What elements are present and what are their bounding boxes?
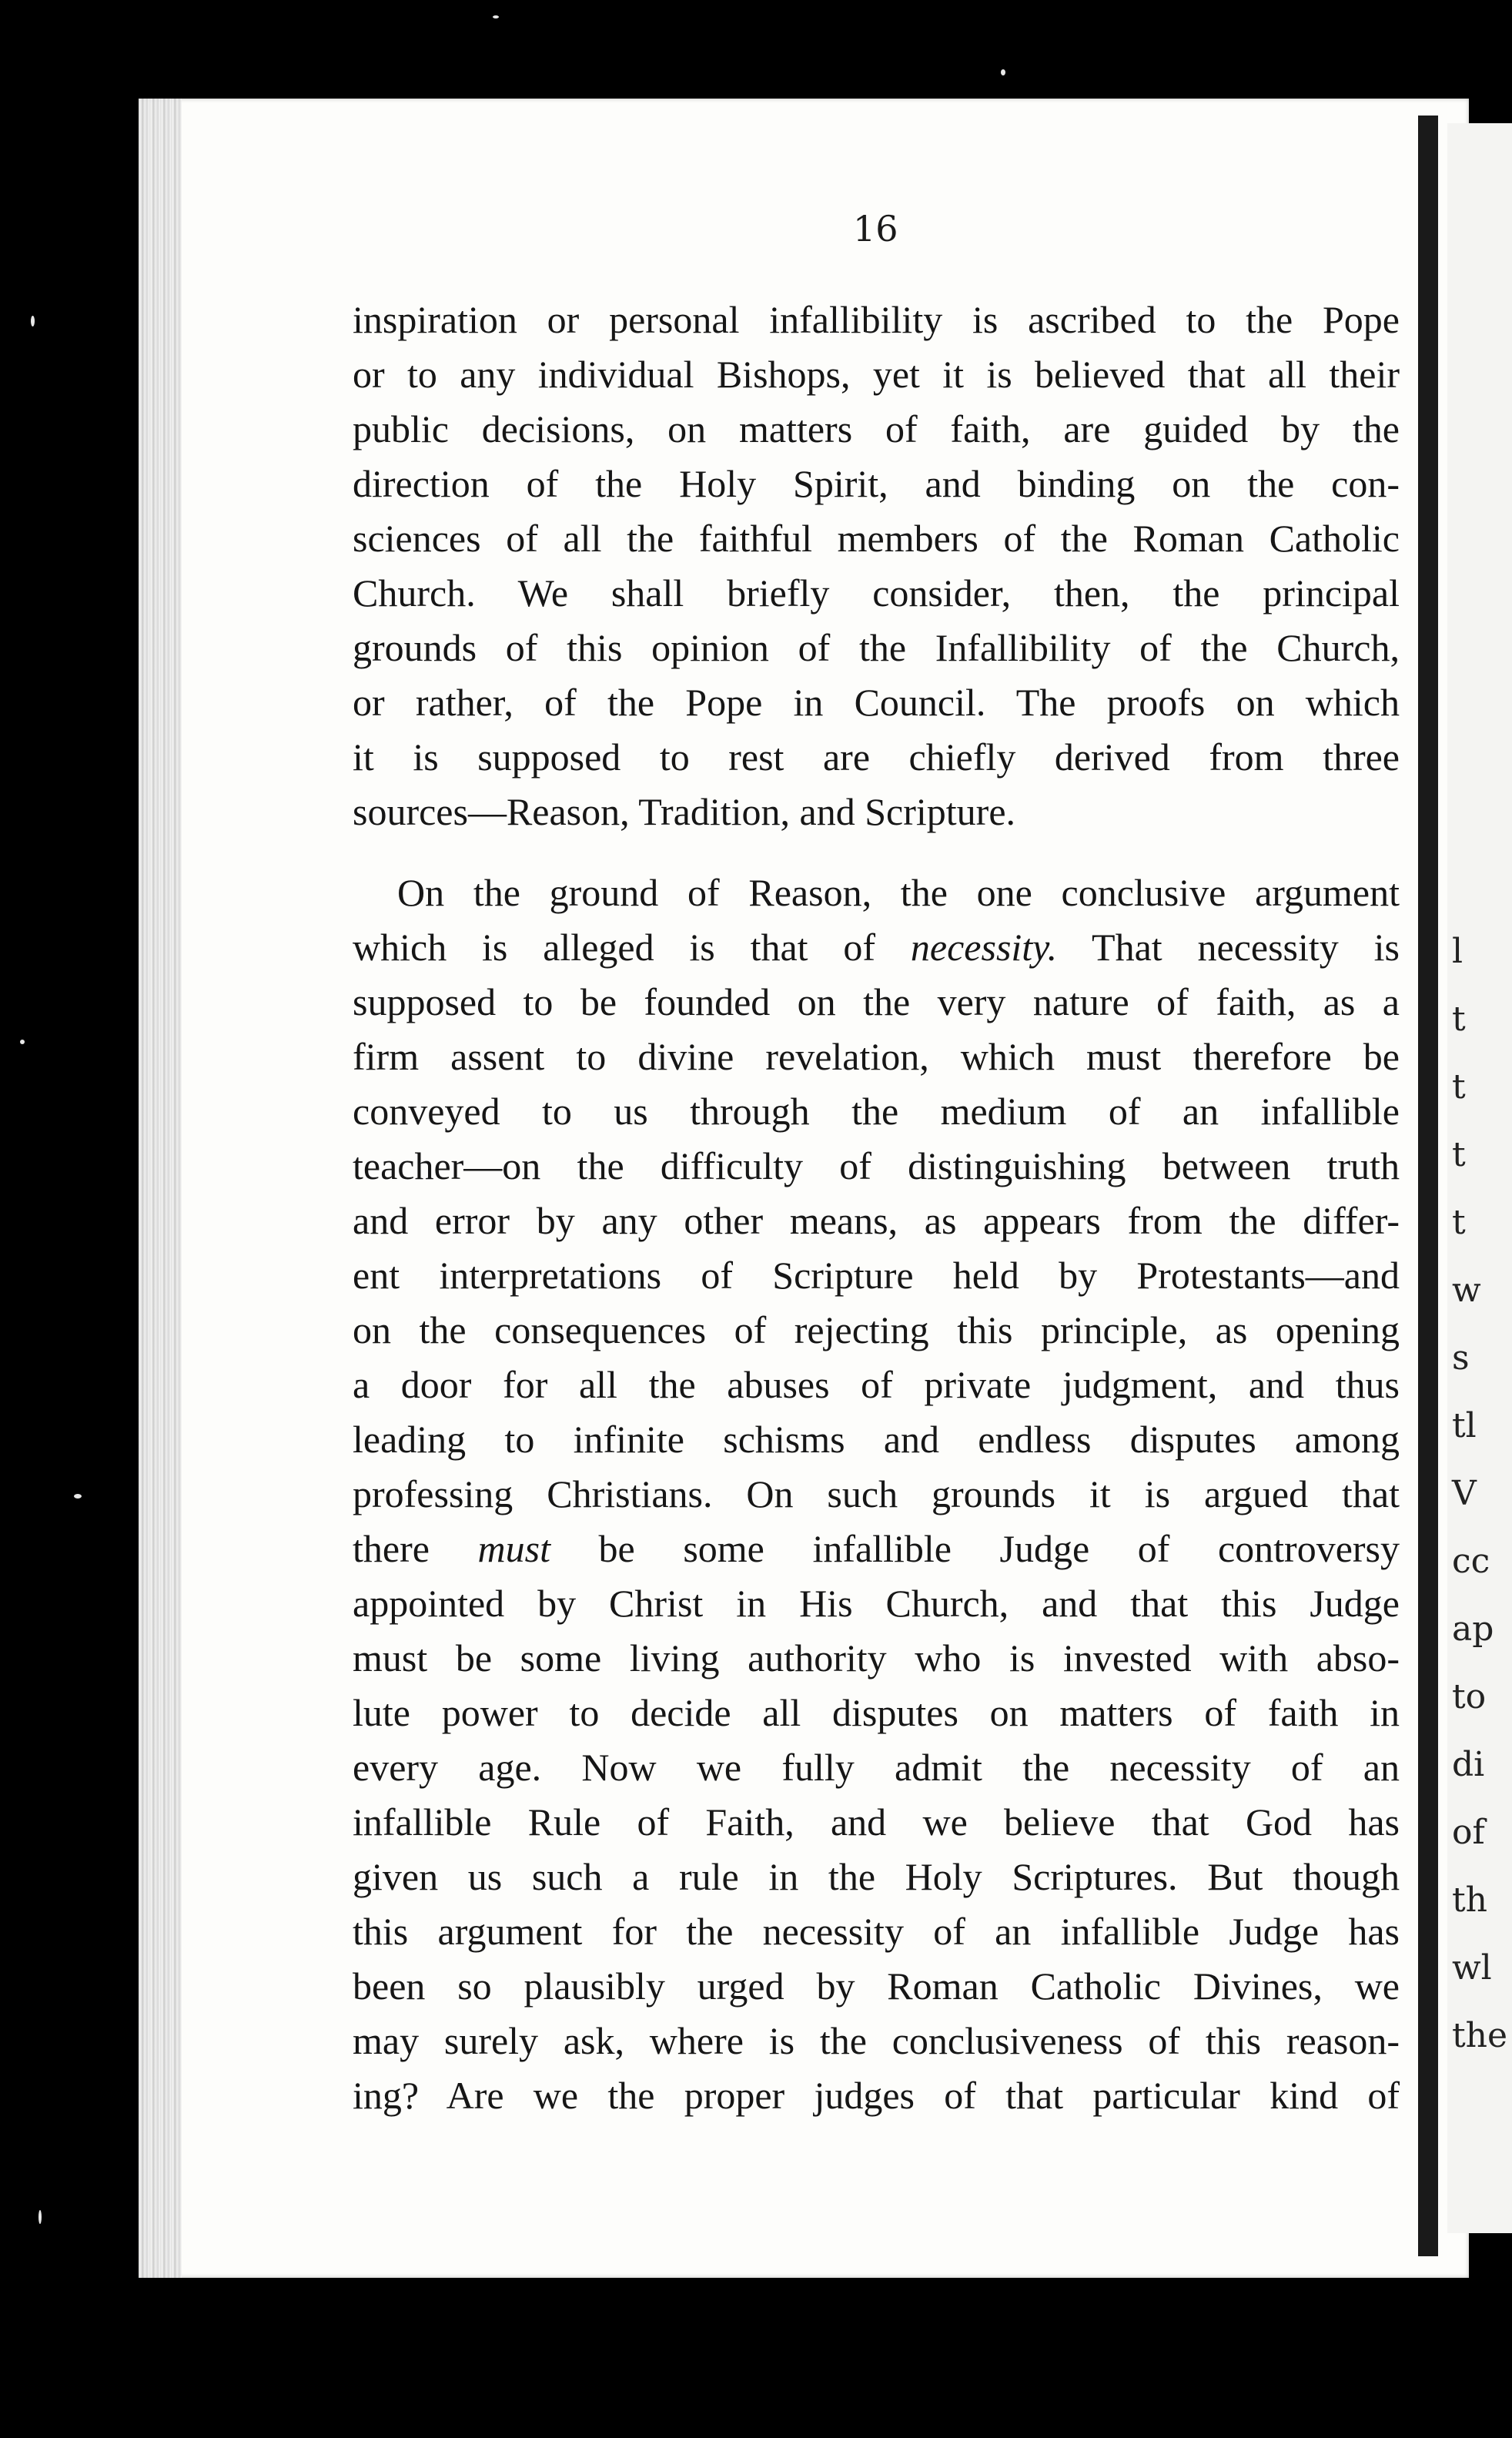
adjacent-page-fragment: th	[1452, 1880, 1488, 1920]
adjacent-page-fragment: of	[1452, 1813, 1485, 1852]
text-line: on the consequences of rejecting this principle, as opening	[353, 1308, 1400, 1351]
adjacent-page-fragment: to	[1452, 1677, 1487, 1716]
text-line: may surely ask, where is the conclusiveness of this reason-	[353, 2019, 1400, 2062]
text-line: direction of the Holy Spirit, and binding on the con-	[353, 462, 1400, 505]
text-segment: there	[353, 1527, 478, 1570]
scan-speck	[1001, 69, 1005, 75]
text-line: and error by any other means, as appears from the differ-	[353, 1199, 1400, 1242]
text-line-with-emphasis	[353, 1522, 1400, 1576]
text-line: supposed to be founded on the very nature of faith, as a	[353, 980, 1400, 1023]
text-line: this argument for the necessity of an infallible Judge has	[353, 1910, 1400, 1953]
adjacent-page-edge	[1447, 123, 1512, 2233]
adjacent-page-fragment: t	[1452, 1000, 1466, 1039]
text-line: professing Christians. On such grounds it is argued that	[353, 1472, 1400, 1515]
adjacent-page-fragment: V	[1452, 1474, 1477, 1513]
adjacent-page-fragment: di	[1452, 1745, 1485, 1784]
adjacent-page-fragment: wl	[1452, 1948, 1492, 1988]
text-line: appointed by Christ in His Church, and that this Judge	[353, 1582, 1400, 1625]
text-line: lute power to decide all disputes on matters of faith in	[353, 1691, 1400, 1734]
text-line: sources—Reason, Tradition, and Scripture.	[353, 790, 1016, 833]
adjacent-page-fragment: cc	[1452, 1542, 1490, 1581]
binding-edge	[1418, 116, 1438, 2256]
text-line: Church. We shall briefly consider, then, the principal	[353, 571, 1400, 615]
text-line: given us such a rule in the Holy Scriptures. But though	[353, 1855, 1400, 1898]
text-line: teacher—on the difficulty of distinguishing between truth	[353, 1144, 1400, 1187]
adjacent-page-fragment: the	[1452, 2016, 1508, 2055]
adjacent-page-fragment: t	[1452, 1135, 1466, 1174]
text-line: ent interpretations of Scripture held by Protestants—and	[353, 1254, 1400, 1297]
emphasis-necessity: necessity.	[910, 926, 1058, 969]
text-line: sciences of all the faithful members of the Roman Catholic	[353, 517, 1400, 560]
text-line: ing? Are we the proper judges of that particular kind of	[353, 2074, 1400, 2117]
text-line: infallible Rule of Faith, and we believe that God has	[353, 1800, 1400, 1844]
page-gutter	[139, 99, 182, 2278]
adjacent-page-fragment: t	[1452, 1203, 1466, 1242]
text-line-with-emphasis	[353, 920, 1400, 975]
text-line: or rather, of the Pope in Council. The proofs on which	[353, 681, 1400, 724]
text-line: every age. Now we fully admit the necessity of an	[353, 1746, 1400, 1789]
text-line: grounds of this opinion of the Infallibility of the Church,	[353, 626, 1400, 669]
adjacent-page-fragment: tl	[1452, 1406, 1477, 1445]
adjacent-page-fragment: ap	[1452, 1609, 1494, 1649]
text-line: leading to infinite schisms and endless disputes among	[353, 1418, 1400, 1461]
text-segment: be some infallible Judge of controversy	[550, 1527, 1400, 1570]
text-line: On the ground of Reason, the one conclusive argument	[397, 871, 1400, 914]
adjacent-page-fragment: w	[1452, 1271, 1481, 1310]
paragraph-2	[353, 866, 1400, 2123]
body-text	[353, 293, 1400, 2123]
text-line: it is supposed to rest are chiefly derived from three	[353, 735, 1400, 779]
adjacent-page-fragment: t	[1452, 1067, 1466, 1107]
adjacent-page-fragment: l	[1452, 932, 1463, 971]
text-line: inspiration or personal infallibility is ascribed to the Pope	[353, 298, 1400, 341]
emphasis-must: must	[477, 1527, 550, 1570]
scan-speck	[493, 15, 499, 18]
paragraph-1	[353, 293, 1400, 839]
scan-speck	[38, 2210, 42, 2224]
text-line: been so plausibly urged by Roman Catholic Divines, we	[353, 1964, 1400, 2008]
text-segment: which is alleged is that of	[353, 926, 911, 969]
text-line: conveyed to us through the medium of an infallible	[353, 1090, 1400, 1133]
text-line: firm assent to divine revelation, which must therefore be	[353, 1035, 1400, 1078]
page-number: 16	[853, 208, 898, 249]
text-segment: That necessity is	[1057, 926, 1400, 969]
text-line: must be some living authority who is invested with abso-	[353, 1636, 1400, 1679]
text-line: a door for all the abuses of private judgment, and thus	[353, 1363, 1400, 1406]
scan-speck	[74, 1494, 82, 1499]
text-line: or to any individual Bishops, yet it is believed that all their	[353, 353, 1400, 396]
adjacent-page-fragment: s	[1452, 1338, 1470, 1378]
scan-speck	[31, 316, 35, 327]
text-line: public decisions, on matters of faith, are guided by the	[353, 407, 1400, 450]
scan-speck	[20, 1040, 25, 1044]
